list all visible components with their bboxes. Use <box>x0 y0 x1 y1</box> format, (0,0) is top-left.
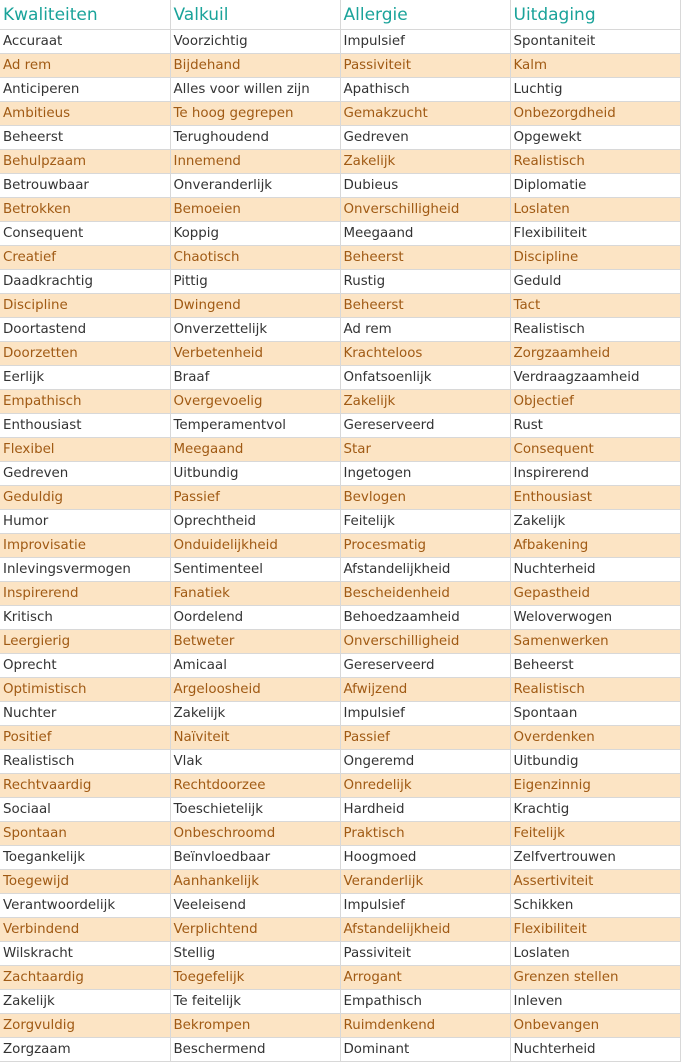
cell-allergie: Apathisch <box>340 78 510 102</box>
table-row <box>0 270 680 294</box>
cell-valkuil: Naïviteit <box>170 726 340 750</box>
cell-uitdaging: Gepastheid <box>510 582 680 606</box>
cell-kwaliteit: Gedreven <box>0 462 170 486</box>
cell-uitdaging: Feitelijk <box>510 822 680 846</box>
table-row <box>0 510 680 534</box>
cell-allergie: Hardheid <box>340 798 510 822</box>
table-row <box>0 774 680 798</box>
cell-allergie: Onredelijk <box>340 774 510 798</box>
table-body <box>0 30 680 1062</box>
cell-kwaliteit: Creatief <box>0 246 170 270</box>
cell-valkuil: Stellig <box>170 942 340 966</box>
cell-uitdaging: Geduld <box>510 270 680 294</box>
cell-allergie: Veranderlijk <box>340 870 510 894</box>
cell-kwaliteit: Toegewijd <box>0 870 170 894</box>
cell-valkuil: Pittig <box>170 270 340 294</box>
cell-allergie: Bescheidenheid <box>340 582 510 606</box>
table-row <box>0 126 680 150</box>
cell-kwaliteit: Doortastend <box>0 318 170 342</box>
cell-allergie: Gereserveerd <box>340 654 510 678</box>
cell-uitdaging: Kalm <box>510 54 680 78</box>
table-row <box>0 822 680 846</box>
cell-kwaliteit: Beheerst <box>0 126 170 150</box>
cell-uitdaging: Spontaniteit <box>510 30 680 54</box>
table-row <box>0 486 680 510</box>
cell-uitdaging: Objectief <box>510 390 680 414</box>
cell-allergie: Krachteloos <box>340 342 510 366</box>
header-allergie: Allergie <box>340 0 510 30</box>
table-row <box>0 366 680 390</box>
cell-valkuil: Sentimenteel <box>170 558 340 582</box>
cell-kwaliteit: Zakelijk <box>0 990 170 1014</box>
cell-allergie: Hoogmoed <box>340 846 510 870</box>
cell-allergie: Procesmatig <box>340 534 510 558</box>
cell-allergie: Behoedzaamheid <box>340 606 510 630</box>
cell-uitdaging: Realistisch <box>510 318 680 342</box>
cell-uitdaging: Loslaten <box>510 198 680 222</box>
cell-valkuil: Amicaal <box>170 654 340 678</box>
cell-allergie: Rustig <box>340 270 510 294</box>
table-row <box>0 678 680 702</box>
cell-valkuil: Onduidelijkheid <box>170 534 340 558</box>
table-row <box>0 462 680 486</box>
table-row <box>0 918 680 942</box>
table-row <box>0 846 680 870</box>
table-row <box>0 798 680 822</box>
cell-kwaliteit: Nuchter <box>0 702 170 726</box>
cell-valkuil: Oprechtheid <box>170 510 340 534</box>
table-row <box>0 894 680 918</box>
cell-kwaliteit: Toegankelijk <box>0 846 170 870</box>
cell-uitdaging: Weloverwogen <box>510 606 680 630</box>
cell-valkuil: Argeloosheid <box>170 678 340 702</box>
table-row <box>0 1014 680 1038</box>
cell-valkuil: Oordelend <box>170 606 340 630</box>
cell-valkuil: Verplichtend <box>170 918 340 942</box>
cell-valkuil: Innemend <box>170 150 340 174</box>
cell-allergie: Beheerst <box>340 294 510 318</box>
table-row <box>0 606 680 630</box>
cell-allergie: Impulsief <box>340 702 510 726</box>
cell-allergie: Gereserveerd <box>340 414 510 438</box>
cell-kwaliteit: Verbindend <box>0 918 170 942</box>
cell-kwaliteit: Positief <box>0 726 170 750</box>
cell-uitdaging: Assertiviteit <box>510 870 680 894</box>
cell-kwaliteit: Betrouwbaar <box>0 174 170 198</box>
table-row <box>0 438 680 462</box>
cell-allergie: Gemakzucht <box>340 102 510 126</box>
table-row <box>0 78 680 102</box>
cell-allergie: Onverschilligheid <box>340 198 510 222</box>
cell-allergie: Impulsief <box>340 30 510 54</box>
cell-uitdaging: Grenzen stellen <box>510 966 680 990</box>
cell-allergie: Ingetogen <box>340 462 510 486</box>
cell-allergie: Passiviteit <box>340 54 510 78</box>
cell-valkuil: Temperamentvol <box>170 414 340 438</box>
cell-allergie: Star <box>340 438 510 462</box>
cell-valkuil: Te feitelijk <box>170 990 340 1014</box>
cell-kwaliteit: Improvisatie <box>0 534 170 558</box>
cell-kwaliteit: Kritisch <box>0 606 170 630</box>
cell-kwaliteit: Humor <box>0 510 170 534</box>
cell-allergie: Praktisch <box>340 822 510 846</box>
cell-uitdaging: Overdenken <box>510 726 680 750</box>
cell-uitdaging: Realistisch <box>510 678 680 702</box>
cell-allergie: Gedreven <box>340 126 510 150</box>
cell-allergie: Passief <box>340 726 510 750</box>
cell-valkuil: Koppig <box>170 222 340 246</box>
cell-uitdaging: Consequent <box>510 438 680 462</box>
cell-valkuil: Bemoeien <box>170 198 340 222</box>
table-row <box>0 222 680 246</box>
cell-kwaliteit: Betrokken <box>0 198 170 222</box>
cell-kwaliteit: Oprecht <box>0 654 170 678</box>
cell-kwaliteit: Rechtvaardig <box>0 774 170 798</box>
cell-allergie: Onverschilligheid <box>340 630 510 654</box>
cell-uitdaging: Realistisch <box>510 150 680 174</box>
cell-allergie: Impulsief <box>340 894 510 918</box>
cell-valkuil: Voorzichtig <box>170 30 340 54</box>
table-row <box>0 174 680 198</box>
cell-valkuil: Beschermend <box>170 1038 340 1062</box>
cell-uitdaging: Afbakening <box>510 534 680 558</box>
table-row <box>0 870 680 894</box>
table-row <box>0 630 680 654</box>
table-row <box>0 942 680 966</box>
cell-uitdaging: Opgewekt <box>510 126 680 150</box>
cell-valkuil: Onbeschroomd <box>170 822 340 846</box>
cell-kwaliteit: Verantwoordelijk <box>0 894 170 918</box>
cell-uitdaging: Schikken <box>510 894 680 918</box>
cell-valkuil: Rechtdoorzee <box>170 774 340 798</box>
cell-kwaliteit: Optimistisch <box>0 678 170 702</box>
cell-kwaliteit: Behulpzaam <box>0 150 170 174</box>
cell-uitdaging: Flexibiliteit <box>510 222 680 246</box>
cell-uitdaging: Zorgzaamheid <box>510 342 680 366</box>
cell-uitdaging: Loslaten <box>510 942 680 966</box>
cell-uitdaging: Beheerst <box>510 654 680 678</box>
cell-kwaliteit: Ambitieus <box>0 102 170 126</box>
cell-kwaliteit: Flexibel <box>0 438 170 462</box>
header-row <box>0 0 680 30</box>
cell-valkuil: Onverzettelijk <box>170 318 340 342</box>
cell-kwaliteit: Geduldig <box>0 486 170 510</box>
table-row <box>0 294 680 318</box>
cell-kwaliteit: Leergierig <box>0 630 170 654</box>
table-row <box>0 390 680 414</box>
cell-uitdaging: Nuchterheid <box>510 1038 680 1062</box>
cell-allergie: Ruimdenkend <box>340 1014 510 1038</box>
cell-allergie: Afwijzend <box>340 678 510 702</box>
cell-uitdaging: Zakelijk <box>510 510 680 534</box>
cell-uitdaging: Luchtig <box>510 78 680 102</box>
cell-kwaliteit: Anticiperen <box>0 78 170 102</box>
table-row <box>0 990 680 1014</box>
cell-kwaliteit: Wilskracht <box>0 942 170 966</box>
header-uitdaging: Uitdaging <box>510 0 680 30</box>
table-row <box>0 318 680 342</box>
cell-allergie: Onfatsoenlijk <box>340 366 510 390</box>
cell-allergie: Bevlogen <box>340 486 510 510</box>
table-row <box>0 54 680 78</box>
cell-uitdaging: Zelfvertrouwen <box>510 846 680 870</box>
table-row <box>0 414 680 438</box>
cell-valkuil: Onveranderlijk <box>170 174 340 198</box>
cell-valkuil: Passief <box>170 486 340 510</box>
cell-valkuil: Betweter <box>170 630 340 654</box>
table-row <box>0 102 680 126</box>
cell-kwaliteit: Inspirerend <box>0 582 170 606</box>
cell-uitdaging: Enthousiast <box>510 486 680 510</box>
table-row <box>0 726 680 750</box>
cell-allergie: Zakelijk <box>340 390 510 414</box>
cell-uitdaging: Onbezorgdheid <box>510 102 680 126</box>
cell-uitdaging: Nuchterheid <box>510 558 680 582</box>
cell-valkuil: Vlak <box>170 750 340 774</box>
cell-uitdaging: Inleven <box>510 990 680 1014</box>
cell-allergie: Zakelijk <box>340 150 510 174</box>
cell-uitdaging: Samenwerken <box>510 630 680 654</box>
cell-kwaliteit: Ad rem <box>0 54 170 78</box>
cell-allergie: Afstandelijkheid <box>340 558 510 582</box>
cell-allergie: Dominant <box>340 1038 510 1062</box>
cell-valkuil: Uitbundig <box>170 462 340 486</box>
cell-allergie: Dubieus <box>340 174 510 198</box>
cell-kwaliteit: Discipline <box>0 294 170 318</box>
table-row <box>0 966 680 990</box>
cell-valkuil: Veeleisend <box>170 894 340 918</box>
cell-valkuil: Bekrompen <box>170 1014 340 1038</box>
cell-valkuil: Toegefelijk <box>170 966 340 990</box>
cell-kwaliteit: Sociaal <box>0 798 170 822</box>
cell-allergie: Arrogant <box>340 966 510 990</box>
cell-kwaliteit: Eerlijk <box>0 366 170 390</box>
cell-valkuil: Zakelijk <box>170 702 340 726</box>
cell-allergie: Empathisch <box>340 990 510 1014</box>
cell-valkuil: Te hoog gegrepen <box>170 102 340 126</box>
cell-valkuil: Meegaand <box>170 438 340 462</box>
table-row <box>0 534 680 558</box>
cell-valkuil: Chaotisch <box>170 246 340 270</box>
cell-uitdaging: Rust <box>510 414 680 438</box>
table-row <box>0 582 680 606</box>
header-kwaliteiten: Kwaliteiten <box>0 0 170 30</box>
cell-kwaliteit: Zachtaardig <box>0 966 170 990</box>
cell-kwaliteit: Consequent <box>0 222 170 246</box>
cell-uitdaging: Flexibiliteit <box>510 918 680 942</box>
cell-allergie: Ad rem <box>340 318 510 342</box>
cell-uitdaging: Uitbundig <box>510 750 680 774</box>
cell-valkuil: Overgevoelig <box>170 390 340 414</box>
table-row <box>0 198 680 222</box>
cell-kwaliteit: Daadkrachtig <box>0 270 170 294</box>
table-row <box>0 558 680 582</box>
cell-valkuil: Fanatiek <box>170 582 340 606</box>
cell-kwaliteit: Realistisch <box>0 750 170 774</box>
cell-uitdaging: Verdraagzaamheid <box>510 366 680 390</box>
table-row <box>0 654 680 678</box>
cell-uitdaging: Inspirerend <box>510 462 680 486</box>
table-row <box>0 150 680 174</box>
cell-valkuil: Toeschietelijk <box>170 798 340 822</box>
cell-uitdaging: Onbevangen <box>510 1014 680 1038</box>
cell-kwaliteit: Spontaan <box>0 822 170 846</box>
cell-valkuil: Aanhankelijk <box>170 870 340 894</box>
cell-uitdaging: Tact <box>510 294 680 318</box>
cell-allergie: Passiviteit <box>340 942 510 966</box>
table-row <box>0 246 680 270</box>
cell-allergie: Afstandelijkheid <box>340 918 510 942</box>
cell-allergie: Feitelijk <box>340 510 510 534</box>
cell-uitdaging: Krachtig <box>510 798 680 822</box>
cell-valkuil: Braaf <box>170 366 340 390</box>
cell-kwaliteit: Inlevingsvermogen <box>0 558 170 582</box>
cell-valkuil: Bijdehand <box>170 54 340 78</box>
cell-valkuil: Alles voor willen zijn <box>170 78 340 102</box>
cell-allergie: Beheerst <box>340 246 510 270</box>
cell-valkuil: Verbetenheid <box>170 342 340 366</box>
cell-kwaliteit: Doorzetten <box>0 342 170 366</box>
header-valkuil: Valkuil <box>170 0 340 30</box>
cell-kwaliteit: Accuraat <box>0 30 170 54</box>
cell-uitdaging: Diplomatie <box>510 174 680 198</box>
cell-uitdaging: Discipline <box>510 246 680 270</box>
table-row <box>0 342 680 366</box>
cell-valkuil: Dwingend <box>170 294 340 318</box>
table-row <box>0 1038 680 1062</box>
cell-uitdaging: Eigenzinnig <box>510 774 680 798</box>
table-row <box>0 30 680 54</box>
cell-allergie: Ongeremd <box>340 750 510 774</box>
cell-kwaliteit: Zorgzaam <box>0 1038 170 1062</box>
cell-valkuil: Beïnvloedbaar <box>170 846 340 870</box>
cell-allergie: Meegaand <box>340 222 510 246</box>
cell-valkuil: Terughoudend <box>170 126 340 150</box>
cell-kwaliteit: Empathisch <box>0 390 170 414</box>
table-row <box>0 702 680 726</box>
cell-kwaliteit: Enthousiast <box>0 414 170 438</box>
cell-kwaliteit: Zorgvuldig <box>0 1014 170 1038</box>
cell-uitdaging: Spontaan <box>510 702 680 726</box>
table-row <box>0 750 680 774</box>
